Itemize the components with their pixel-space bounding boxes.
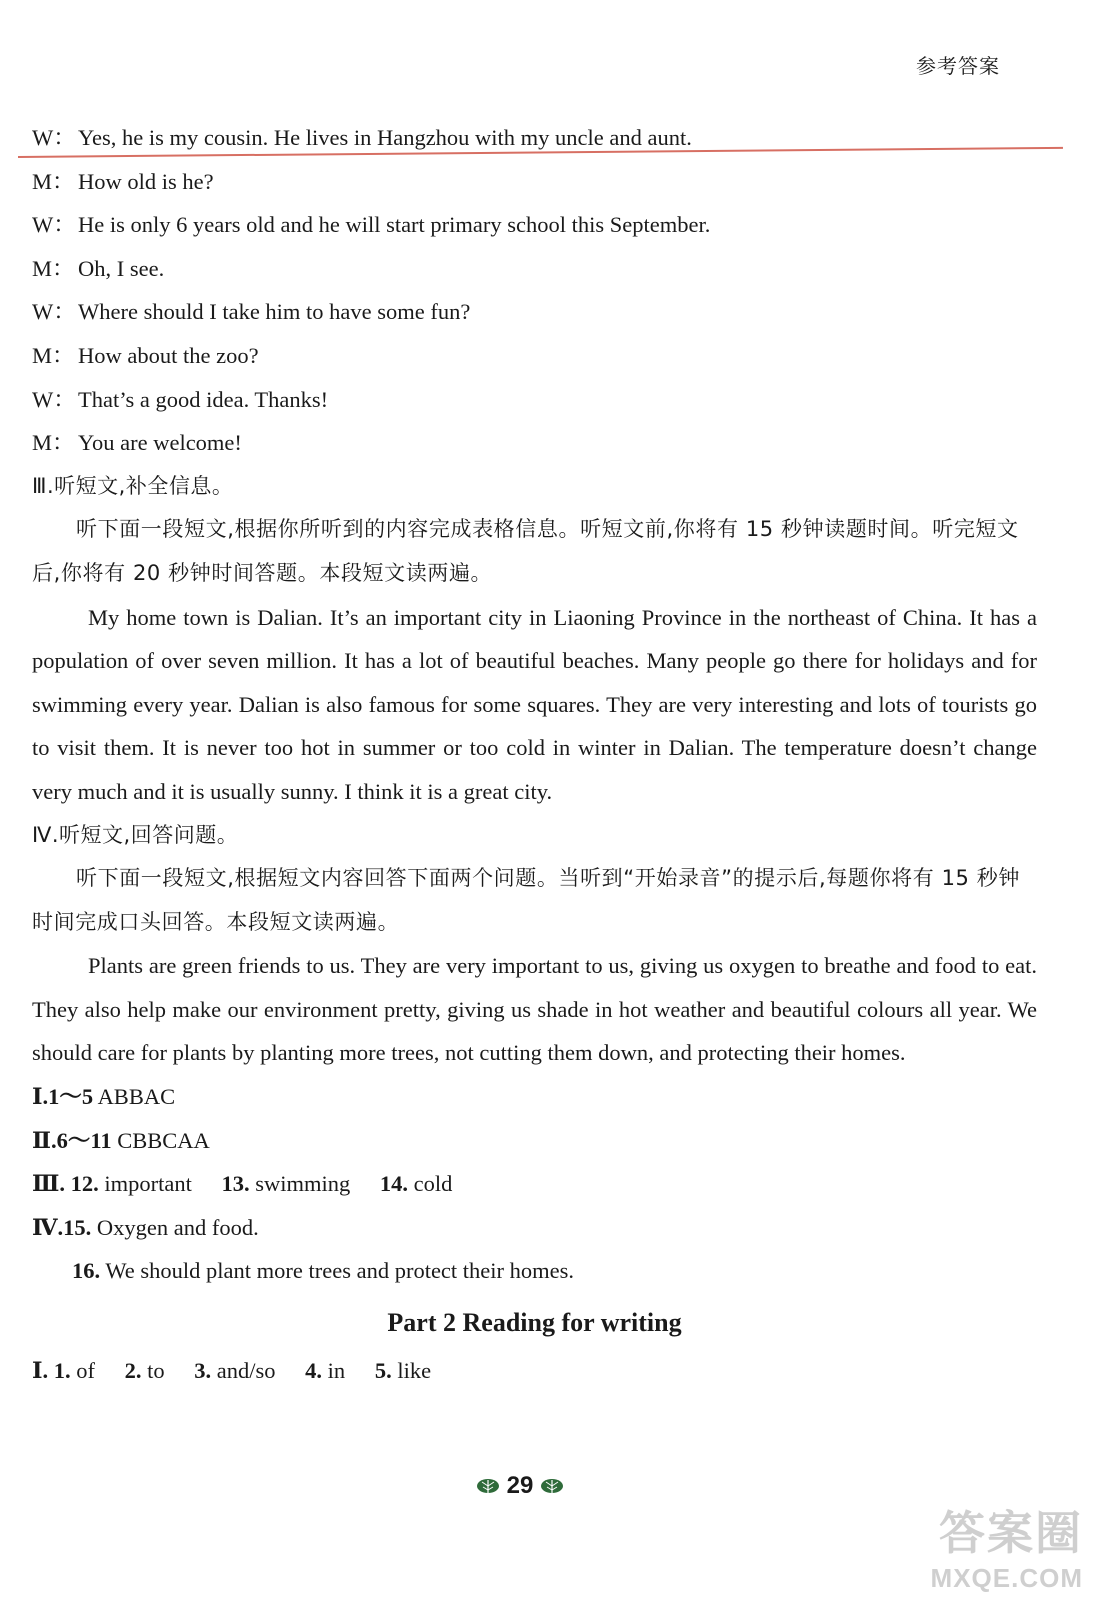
dialogue-text: How old is he? bbox=[78, 168, 214, 194]
answer-num: 5. bbox=[374, 1358, 392, 1384]
answer-num: 2. bbox=[124, 1358, 142, 1384]
answer-text: cold bbox=[413, 1171, 453, 1197]
answer-item bbox=[71, 1162, 192, 1206]
answer-num: 15. bbox=[63, 1214, 92, 1240]
answer-roman: Ⅱ. bbox=[32, 1127, 57, 1153]
answer-row-4b bbox=[32, 1249, 1037, 1293]
answer-row-4 bbox=[32, 1206, 1037, 1250]
leaf-icon bbox=[539, 1477, 565, 1497]
section-4-passage: Plants are green friends to us. They are very important to us, giving us oxygen to breathe and food to eat. They also help make our environment pretty, giving us shade in hot weather and beautiful colours all year. We should care for plants by planting more trees, not cutting them down, and protecting their homes. bbox=[32, 953, 1037, 1066]
answer-text: We should plant more trees and protect their homes. bbox=[105, 1258, 575, 1284]
answer-range: 6～11 bbox=[56, 1127, 112, 1153]
header-label: 参考答案 bbox=[916, 54, 1000, 78]
speaker: W： bbox=[32, 386, 76, 412]
answer-item bbox=[380, 1162, 453, 1206]
speaker: M： bbox=[32, 430, 75, 456]
answer-roman: Ⅰ. bbox=[32, 1084, 49, 1110]
answer-row-2 bbox=[32, 1119, 1037, 1163]
speaker: M： bbox=[32, 168, 75, 194]
dialogue-line bbox=[32, 378, 1037, 422]
answer-item bbox=[125, 1349, 165, 1393]
dialogue-line bbox=[32, 160, 1037, 204]
dialogue-line bbox=[32, 247, 1037, 291]
answer-text: of bbox=[76, 1358, 96, 1384]
dialogue-line bbox=[32, 116, 1037, 160]
answer-num: 14. bbox=[379, 1171, 409, 1197]
section-4-instruction: 听下面一段短文,根据短文内容回答下面两个问题。当听到“开始录音”的提示后,每题你将有 15 秒钟时间完成口头回答。本段短文读两遍。 bbox=[32, 866, 1020, 934]
answer-num: 3. bbox=[194, 1358, 212, 1384]
part-2-title: Part 2 Reading for writing bbox=[387, 1308, 682, 1338]
watermark-cn: 答案圈 bbox=[939, 1507, 1083, 1559]
dialogue-line bbox=[32, 203, 1037, 247]
dialogue-text: Yes, he is my cousin. He lives in Hangzhou with my uncle and aunt. bbox=[78, 125, 692, 150]
answer-value: CBBCAA bbox=[117, 1127, 210, 1153]
answer-num: 12. bbox=[70, 1171, 99, 1197]
leaf-icon bbox=[475, 1477, 501, 1497]
watermark-url: MXQE.COM bbox=[930, 1563, 1083, 1593]
answer-roman: Ⅳ. bbox=[32, 1214, 64, 1240]
section-3-instruction: 听下面一段短文,根据你所听到的内容完成表格信息。听短文前,你将有 15 秒钟读题时间。听完短文后,你将有 20 秒钟时间答题。本段短文读两遍。 bbox=[32, 517, 1019, 585]
answer-num: 1. bbox=[53, 1358, 71, 1384]
dialogue-line bbox=[32, 421, 1037, 465]
dialogue-text: How about the zoo? bbox=[78, 342, 259, 368]
answer-text: like bbox=[397, 1358, 432, 1384]
answer-row-1 bbox=[32, 1075, 1037, 1119]
dialogue-text: He is only 6 years old and he will start primary school this September. bbox=[78, 212, 711, 238]
speaker: W： bbox=[32, 125, 76, 150]
answer-value: ABBAC bbox=[97, 1084, 176, 1110]
reading-answer-row bbox=[32, 1349, 1037, 1393]
speaker: M： bbox=[32, 342, 75, 368]
section-3-heading: Ⅲ.听短文,补全信息。 bbox=[32, 473, 234, 498]
dialogue-line bbox=[32, 334, 1037, 378]
answer-item bbox=[375, 1349, 431, 1393]
answer-row-3 bbox=[32, 1162, 1037, 1206]
answer-num: 16. bbox=[72, 1258, 101, 1284]
answer-text: Oxygen and food. bbox=[96, 1214, 259, 1240]
dialogue-text: Oh, I see. bbox=[78, 255, 165, 281]
dialogue-text: Where should I take him to have some fun? bbox=[78, 299, 471, 325]
answer-range: 1～5 bbox=[48, 1084, 94, 1110]
answer-text: swimming bbox=[255, 1171, 351, 1197]
answer-item bbox=[194, 1349, 275, 1393]
page-number: 29 bbox=[506, 1472, 534, 1499]
answer-roman: Ⅲ. bbox=[32, 1171, 66, 1197]
speaker: W： bbox=[32, 212, 76, 238]
watermark bbox=[883, 1497, 1083, 1594]
page-content bbox=[32, 116, 1037, 1393]
answer-text: to bbox=[147, 1358, 165, 1384]
answer-num: 4. bbox=[305, 1358, 323, 1384]
speaker: W： bbox=[32, 299, 76, 325]
answer-num: 13. bbox=[221, 1171, 250, 1197]
dialogue-text: That’s a good idea. Thanks! bbox=[78, 386, 329, 412]
dialogue-text: You are welcome! bbox=[78, 430, 242, 456]
answer-roman: Ⅰ. bbox=[32, 1358, 49, 1384]
answer-item bbox=[54, 1349, 95, 1393]
answer-item bbox=[222, 1162, 351, 1206]
speaker: M： bbox=[32, 255, 75, 281]
answer-item bbox=[305, 1349, 345, 1393]
answer-text: and/so bbox=[216, 1358, 276, 1384]
section-4-heading: Ⅳ.听短文,回答问题。 bbox=[32, 822, 239, 847]
section-3-passage: My home town is Dalian. It’s an important city in Liaoning Province in the northeast of China. It has a population of over seven million. It has a lot of beautiful beaches. Many people go there for holidays and for swimming every year. Dalian is also famous for some squares. They are very interesting and lots of tourists go to visit them. It is never too hot in summer or too cold in winter in Dalian. The temperature doesn’t change very much and it is usually sunny. I think it is a great city. bbox=[32, 604, 1037, 804]
dialogue-line bbox=[32, 290, 1037, 334]
answer-text: important bbox=[104, 1171, 192, 1197]
page-footer bbox=[0, 1472, 1040, 1500]
answer-text: in bbox=[327, 1358, 346, 1384]
